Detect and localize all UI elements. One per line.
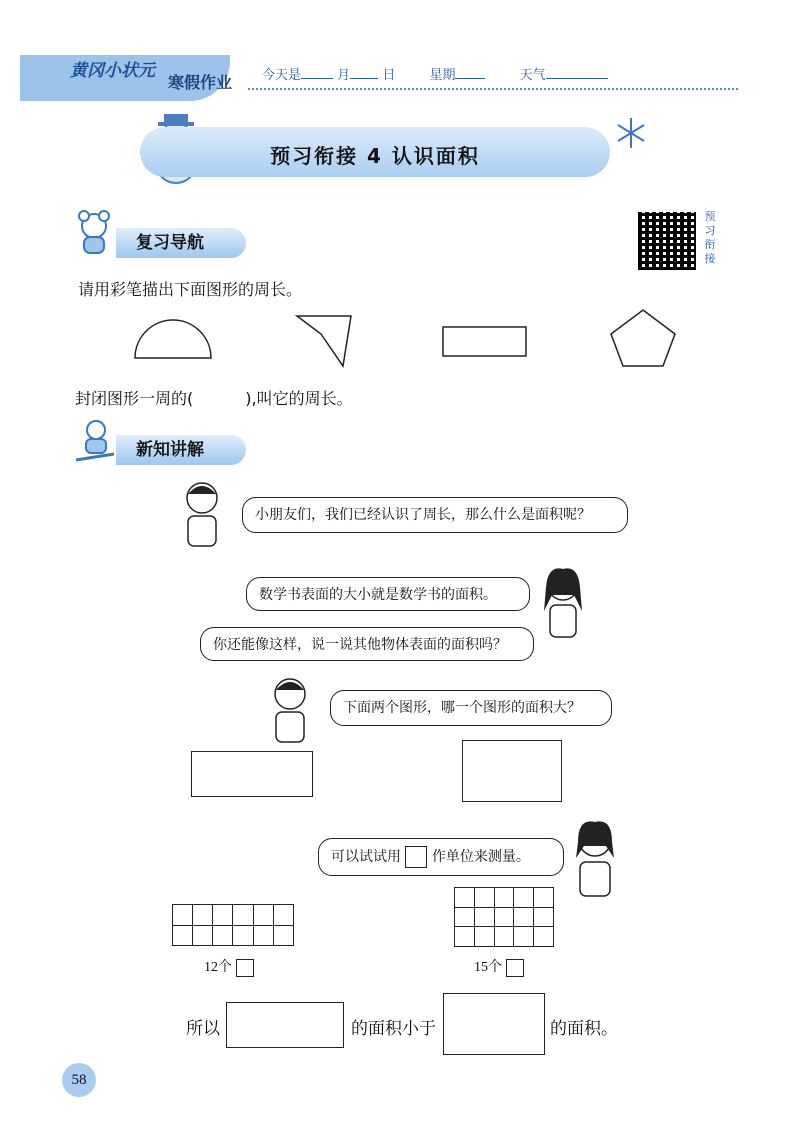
unit-square-icon [405,846,427,868]
conclusion-middle: 的面积小于 [351,1019,436,1039]
answer-box-larger[interactable] [443,993,545,1055]
bear-mascot-icon [72,210,116,256]
skier-mascot-icon [72,418,118,464]
qr-code-label: 预习衔接 [704,210,716,265]
review-shapes [125,308,725,378]
speech-bubble-question: 你还能像这样，说一说其他物体表面的面积吗？ [200,627,534,661]
irregular-quadrilateral-shape [297,316,351,366]
unit-square-icon [236,959,254,977]
review-instruction: 请用彩笔描出下面图形的周长。 [78,280,303,299]
section-review-heading: 复习导航 [116,228,246,258]
series-title: 寒假作业 [168,73,233,92]
rectangle-shape [443,327,526,356]
section-new-heading: 新知讲解 [116,435,246,465]
pentagon-shape [611,310,675,366]
boy-character-2 [268,674,312,750]
snowflake-icon [614,116,648,150]
qr-code[interactable] [638,212,696,270]
grid-12-units [172,904,294,946]
count-label-right: 15个 [474,956,524,977]
header-divider [248,88,738,90]
page-number: 58 [62,1063,96,1097]
girl-character-1 [538,565,588,645]
brand-logo: 黄冈小状元 [70,61,155,81]
date-line: 今天是 月 日 星期 天气 [262,64,608,83]
unit-square-icon [506,959,524,977]
speech-bubble-compare: 下面两个图形，哪一个图形的面积大？ [330,690,612,726]
rectangle-b [462,740,562,802]
speech-bubble-intro: 小朋友们，我们已经认识了周长，那么什么是面积呢？ [242,497,628,533]
perimeter-definition: 封闭图形一周的( ),叫它的周长。 [75,389,353,408]
rectangle-a [191,751,313,797]
girl-character-2 [566,818,624,904]
conclusion-prefix: 所以 [186,1019,220,1039]
page-title: 预习衔接 4 认识面积 [270,144,480,168]
speech-bubble-unit-hint: 可以试试用 作单位来测量。 [318,838,564,876]
speech-bubble-math-book: 数学书表面的大小就是数学书的面积。 [246,577,530,611]
count-label-left: 12个 [204,956,254,977]
conclusion-suffix: 的面积。 [550,1019,618,1039]
semicircle-shape [135,320,211,358]
grid-15-units [454,887,554,947]
boy-character-1 [180,478,224,554]
answer-box-smaller[interactable] [226,1002,344,1048]
